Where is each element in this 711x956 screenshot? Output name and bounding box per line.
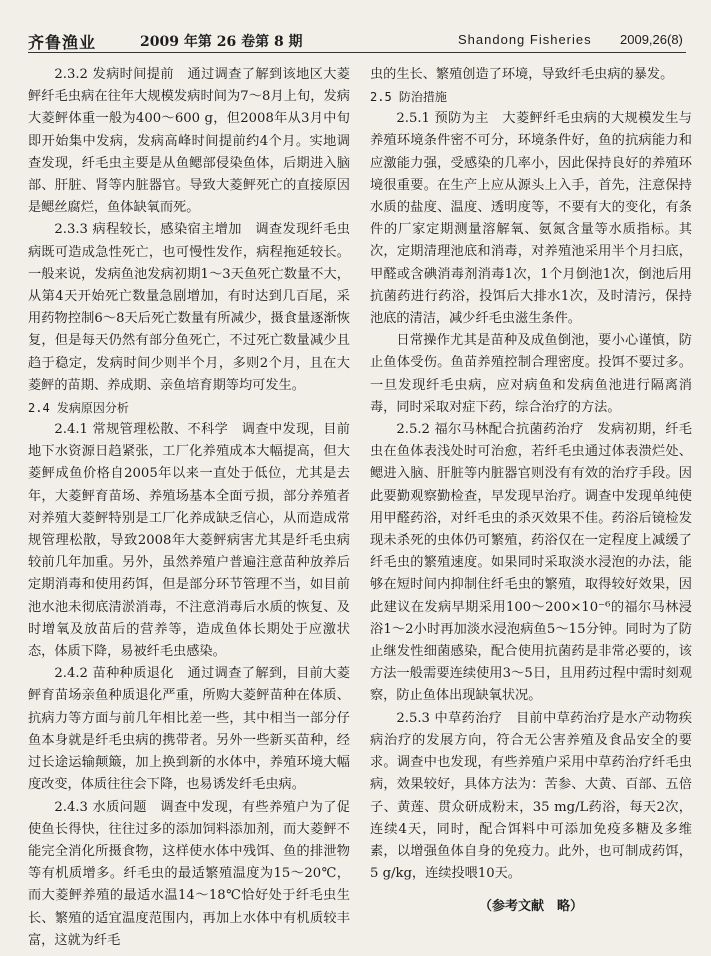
paragraph-2-5-2: 2.5.2 福尔马林配合抗菌药治疗 发病初期，纤毛虫在鱼体表浅处时可治愈，若纤毛虫通过体表溃烂处、鳃进入脑、肝脏等内脏器官则没有有效的治疗手段。因此要勤观察勤检查，早发现早治疗。调查中发现单纯使用甲醛药浴，对纤毛虫的杀灭效果不佳。药浴后镜检发现未杀死的虫体仍可繁殖，药浴仅在一定程度上减缓了纤毛虫的繁殖速度。如果同时采取淡水浸泡的办法，能够在短时间内抑制住纤毛虫的繁殖，取得较好效果，因此建议在发病早期采用100～200×10⁻⁶的福尔马林浸浴1～2小时再加淡水浸泡病鱼5～15分钟。同时为了防止继发性细菌感染，配合使用抗菌药是非常必要的，该方法一般需要连续使用3～5日，且用药过程中需时刻观察，防止鱼体出现缺氧状况。: [370, 422, 692, 704]
paragraph-continued: 虫的生长、繁殖创造了环境，导致纤毛虫病的暴发。: [370, 67, 674, 82]
issue-info-en: 2009,26(8): [620, 32, 683, 47]
paragraph-daily-operation: 日常操作尤其是苗种及成鱼倒池，要小心谨慎，防止鱼体受伤。鱼苗养殖控制合理密度。投饵不要过多。一旦发现纤毛虫病，应对病鱼和发病鱼池进行隔离消毒，同时采取对症下药，综合治疗的方法。: [370, 333, 692, 415]
issue-info-cn: 2009 年第 26 卷第 8 期: [140, 34, 303, 50]
references-note: （参考文献 略）: [478, 899, 583, 915]
paragraph-2-3-3: 2.3.3 病程较长，感染宿主增加 调查发现纤毛虫病既可造成急性死亡，也可慢性发作，病程拖延较长。一般来说，发病鱼池发病初期1～3天鱼死亡数量不大，从第4天开始死亡数量急剧增加，有时达到几百尾，采用药物控制6～8天后死亡数量有所减少，摄食量逐渐恢复，但是每天仍然有部分鱼死亡，不过死亡数量减少且趋于稳定，发病时间少则半个月，多则2个月，且在大菱鲆的苗期、养成期、亲鱼培育期等均可发生。: [28, 222, 350, 393]
section-heading-2-5: 2.5 防治措施: [370, 90, 447, 105]
paragraph-2-4-2: 2.4.2 苗种种质退化 通过调查了解到，目前大菱鲆育苗场亲鱼种质退化严重，所购大菱鲆苗种在体质、抗病力等方面与前几年相比差一些，其中相当一部分仔鱼本身就是纤毛虫病的携带者。另外一些新买苗种，经过长途运输颠簸，加上换到新的水体中，养殖环境大幅度改变，体质往往会下降，也易诱发纤毛虫病。: [28, 666, 350, 793]
left-column: [28, 64, 350, 952]
paragraph-2-4-3: 2.4.3 水质问题 调查中发现，有些养殖户为了促使鱼长得快，往往过多的添加饲料添加剂，而大菱鲆不能完全消化所摄食物，这样使水体中残饵、鱼的排泄物等有机质增多。纤毛虫的最适繁殖温度为15～20℃，而大菱鲆养殖的最适水温14～18℃恰好处于纤毛虫生长、繁殖的适宜温度范围内，再加上水体中有机质较丰富，这就为纤毛: [28, 799, 350, 948]
running-header: [28, 30, 686, 53]
paragraph-2-3-2: 2.3.2 发病时间提前 通过调查了解到该地区大菱鲆纤毛虫病在往年大规模发病时间为7～8月上旬，发病大菱鲆体重一般为400～600 g，但2008年从3月中旬即开始集中发病，发病高峰时间提前约4个月。实地调查发现，纤毛虫主要是从鱼鳃部侵染鱼体，后期进入脑部、肝脏、肾等内脏器官。导致大菱鲆死亡的直接原因是鳃丝腐烂，鱼体缺氧而死。: [28, 67, 350, 216]
journal-title-cn: 齐鲁渔业: [28, 33, 97, 52]
paragraph-2-4-1: 2.4.1 常规管理松散、不科学 调查中发现，目前地下水资源日趋紧张，工厂化养殖成本大幅提高，但大菱鲆成鱼价格自2005年以来一直处于低位，尤其是去年，大菱鲆育苗场、养殖场基本全面亏损，部分养殖者对养殖大菱鲆特别是工厂化养成缺乏信心，从而造成常规管理松散，导致2008年大菱鲆病害尤其是纤毛虫病较前几年加重。另外，虽然养殖户普遍注意苗种放养后定期消毒和使用药饵，但是部分环节管理不当，如目前池水池未彻底清淤消毒，不注意消毒后水质的恢复、及时增氧及放苗后的营养等，造成鱼体长期处于应激状态，体质下降，易被纤毛虫感染。: [28, 422, 350, 660]
paragraph-2-5-3: 2.5.3 中草药治疗 目前中草药治疗是水产动物疾病治疗的发展方向，符合无公害养殖及食品安全的要求。调查中也发现，有些养殖户采用中草药治疗纤毛虫病，效果较好，具体方法为：苦参、大黄、百部、五倍子、黄莲、贯众研成粉末，35 mg/L药浴，每天2次，连续4天，同时，配合饵料中可添加免疫多糖及多维素，以增强鱼体自身的免疫力。此外，也可制成药饵，5 g/kg，连续投喂10天。: [370, 710, 692, 882]
right-column: [370, 64, 692, 914]
paragraph-2-5-1: 2.5.1 预防为主 大菱鲆纤毛虫病的大规模发生与养殖环境条件密不可分，环境条件好，鱼的抗病能力和应激能力强，受感染的几率小，因此保持良好的养殖环境很重要。在生产上应从源头上入手，首先，注意保持水质的盐度、温度、透明度等，不要有大的变化，有条件的厂家定期测量溶解氧、氨氮含量等水质指标。其次，定期清理池底和消毒，对养殖池采用半个月扫底，甲醛或含碘消毒剂消毒1次，1个月倒池1次，倒池后用抗菌药进行药浴，投饵后大排水1次，及时清污，保持池底的清洁，减少纤毛虫滋生条件。: [370, 111, 692, 327]
section-heading-2-4: 2.4 发病原因分析: [28, 401, 129, 416]
journal-title-en: Shandong Fisheries: [458, 32, 592, 47]
